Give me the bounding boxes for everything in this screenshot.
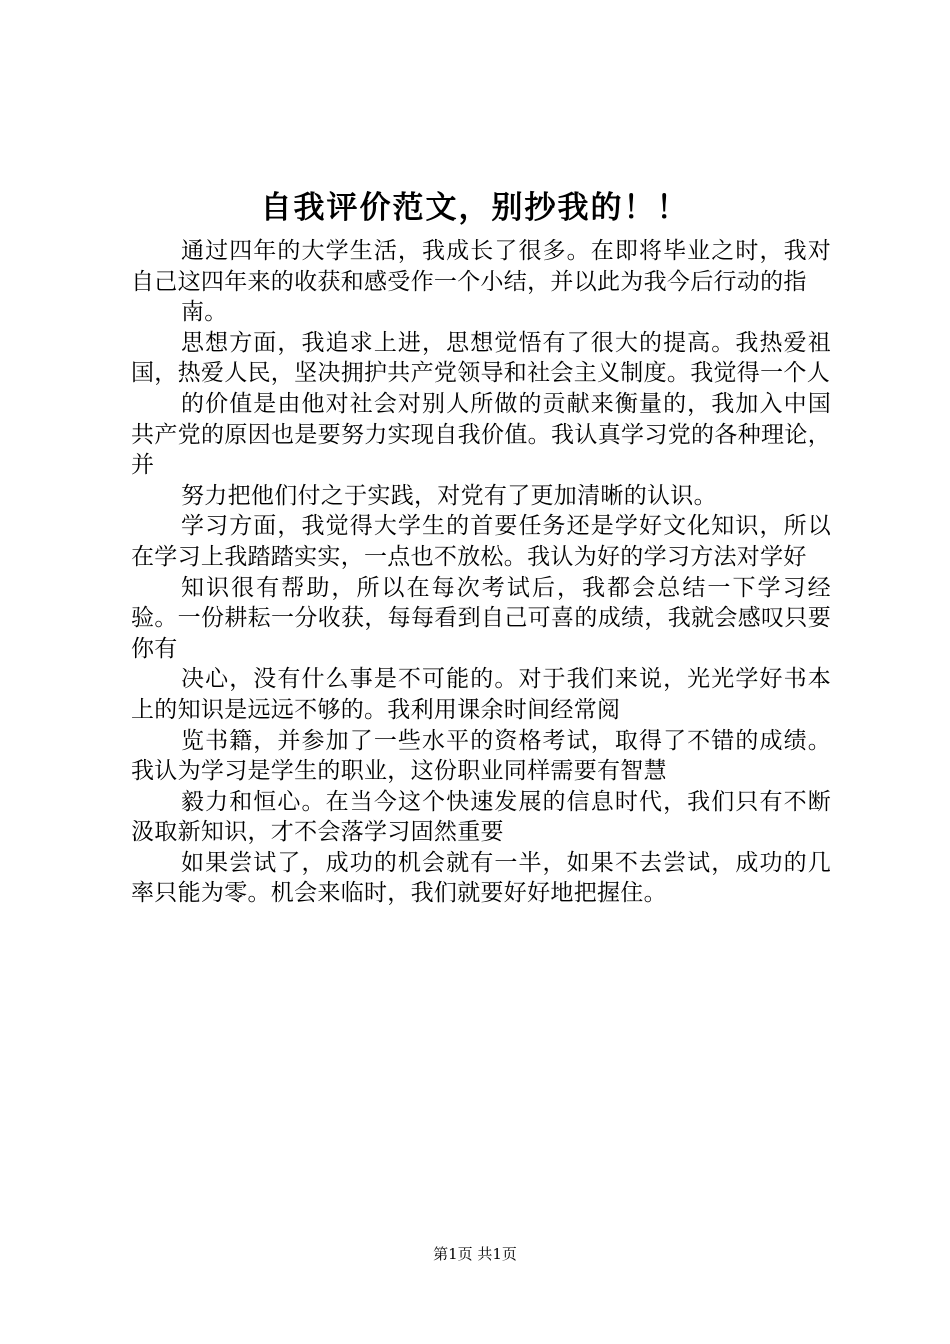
paragraph: 思想方面，我追求上进，思想觉悟有了很大的提高。我热爱祖国，热爱人民，坚决拥护共产党领导和社会主义制度。我觉得一个人 xyxy=(131,329,831,387)
paragraph: 努力把他们付之于实践，对党有了更加清晰的认识。 xyxy=(181,482,717,509)
paragraph: 毅力和恒心。在当今这个快速发展的信息时代，我们只有不断汲取新知识，才不会落学习固然重要 xyxy=(131,788,831,846)
paragraph: 览书籍，并参加了一些水平的资格考试，取得了不错的成绩。我认为学习是学生的职业，这份职业同样需要有智慧 xyxy=(131,727,831,785)
page-footer: 第1页 共1页 xyxy=(433,1245,517,1263)
document-body xyxy=(131,236,831,909)
paragraph: 的价值是由他对社会对别人所做的贡献来衡量的，我加入中国共产党的原因也是要努力实现自我价值。我认真学习党的各种理论，并 xyxy=(131,390,831,479)
document-title: 自我评价范文，别抄我的！！ xyxy=(260,190,690,226)
paragraph: 学习方面，我觉得大学生的首要任务还是学好文化知识，所以在学习上我踏踏实实，一点也不放松。我认为好的学习方法对学好 xyxy=(131,513,831,570)
paragraph: 南。 xyxy=(181,299,228,326)
paragraph: 如果尝试了，成功的机会就有一半，如果不去尝试，成功的几率只能为零。机会来临时，我们就要好好地把握住。 xyxy=(131,849,831,907)
paragraph: 通过四年的大学生活，我成长了很多。在即将毕业之时，我对自己这四年来的收获和感受作一个小结，并以此为我今后行动的指 xyxy=(131,238,831,295)
paragraph: 知识很有帮助，所以在每次考试后，我都会总结一下学习经验。一份耕耘一分收获，每每看到自己可喜的成绩，我就会感叹只要你有 xyxy=(131,574,831,662)
paragraph: 决心，没有什么事是不可能的。对于我们来说，光光学好书本上的知识是远远不够的。我利用课余时间经常阅 xyxy=(131,666,831,723)
